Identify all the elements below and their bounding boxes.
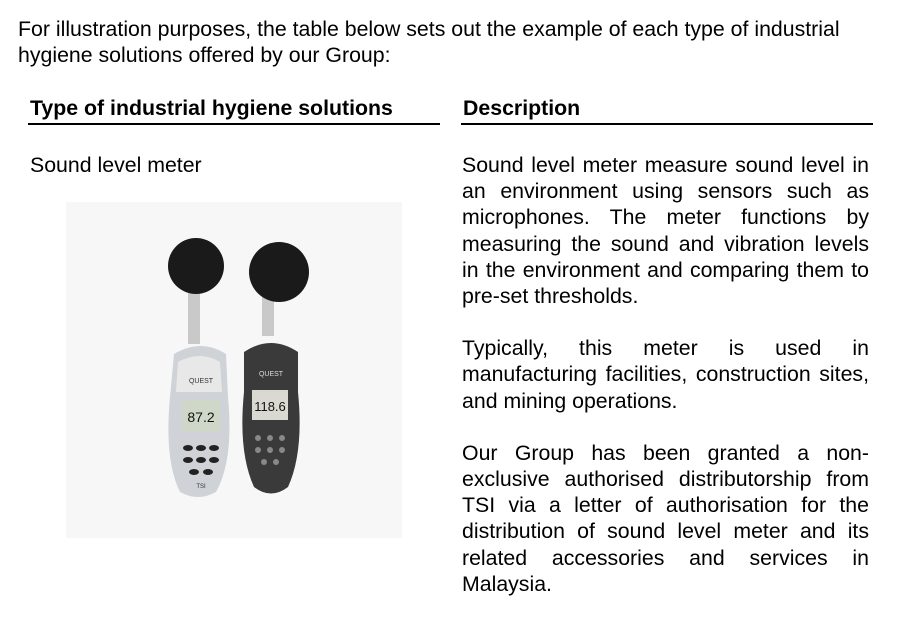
column-header-type bbox=[28, 95, 440, 125]
intro-paragraph: For illustration purposes, the table below sets out the example of each type of industrial hygiene solutions offered by our Group: bbox=[18, 17, 840, 67]
description-paragraph-1: Sound level meter measure sound level in an environment using sensors such as microphones. The meter functions by measuring the sound and vibration levels in the environment and comparing them to pre-set thresholds. bbox=[462, 153, 869, 309]
left-meter bbox=[168, 238, 230, 497]
column-header-description bbox=[461, 95, 873, 125]
solution-type-name: Sound level meter bbox=[30, 153, 202, 177]
left-meter-base-mark: TSI bbox=[196, 484, 206, 490]
left-meter-reading: 87.2 bbox=[187, 409, 215, 425]
sound-level-meter-illustration bbox=[66, 202, 402, 538]
sound-level-meter-photo bbox=[66, 202, 402, 538]
column-header-type-label: Type of industrial hygiene solutions bbox=[30, 96, 393, 120]
column-header-description-label: Description bbox=[463, 96, 581, 120]
description-paragraph-2: Typically, this meter is used in manufacturing facilities, construction sites, and mining operations. bbox=[462, 336, 869, 413]
right-meter-brand: QUEST bbox=[258, 371, 284, 378]
left-meter-brand: QUEST bbox=[188, 378, 214, 385]
description-paragraph-3: Our Group has been granted a non-exclusive authorised distributorship from TSI via a letter of authorisation for the distribution of sound level meter and its related accessories and services in Malaysia. bbox=[462, 440, 869, 596]
solution-description bbox=[462, 152, 869, 623]
right-meter-reading: 118.6 bbox=[254, 399, 286, 414]
